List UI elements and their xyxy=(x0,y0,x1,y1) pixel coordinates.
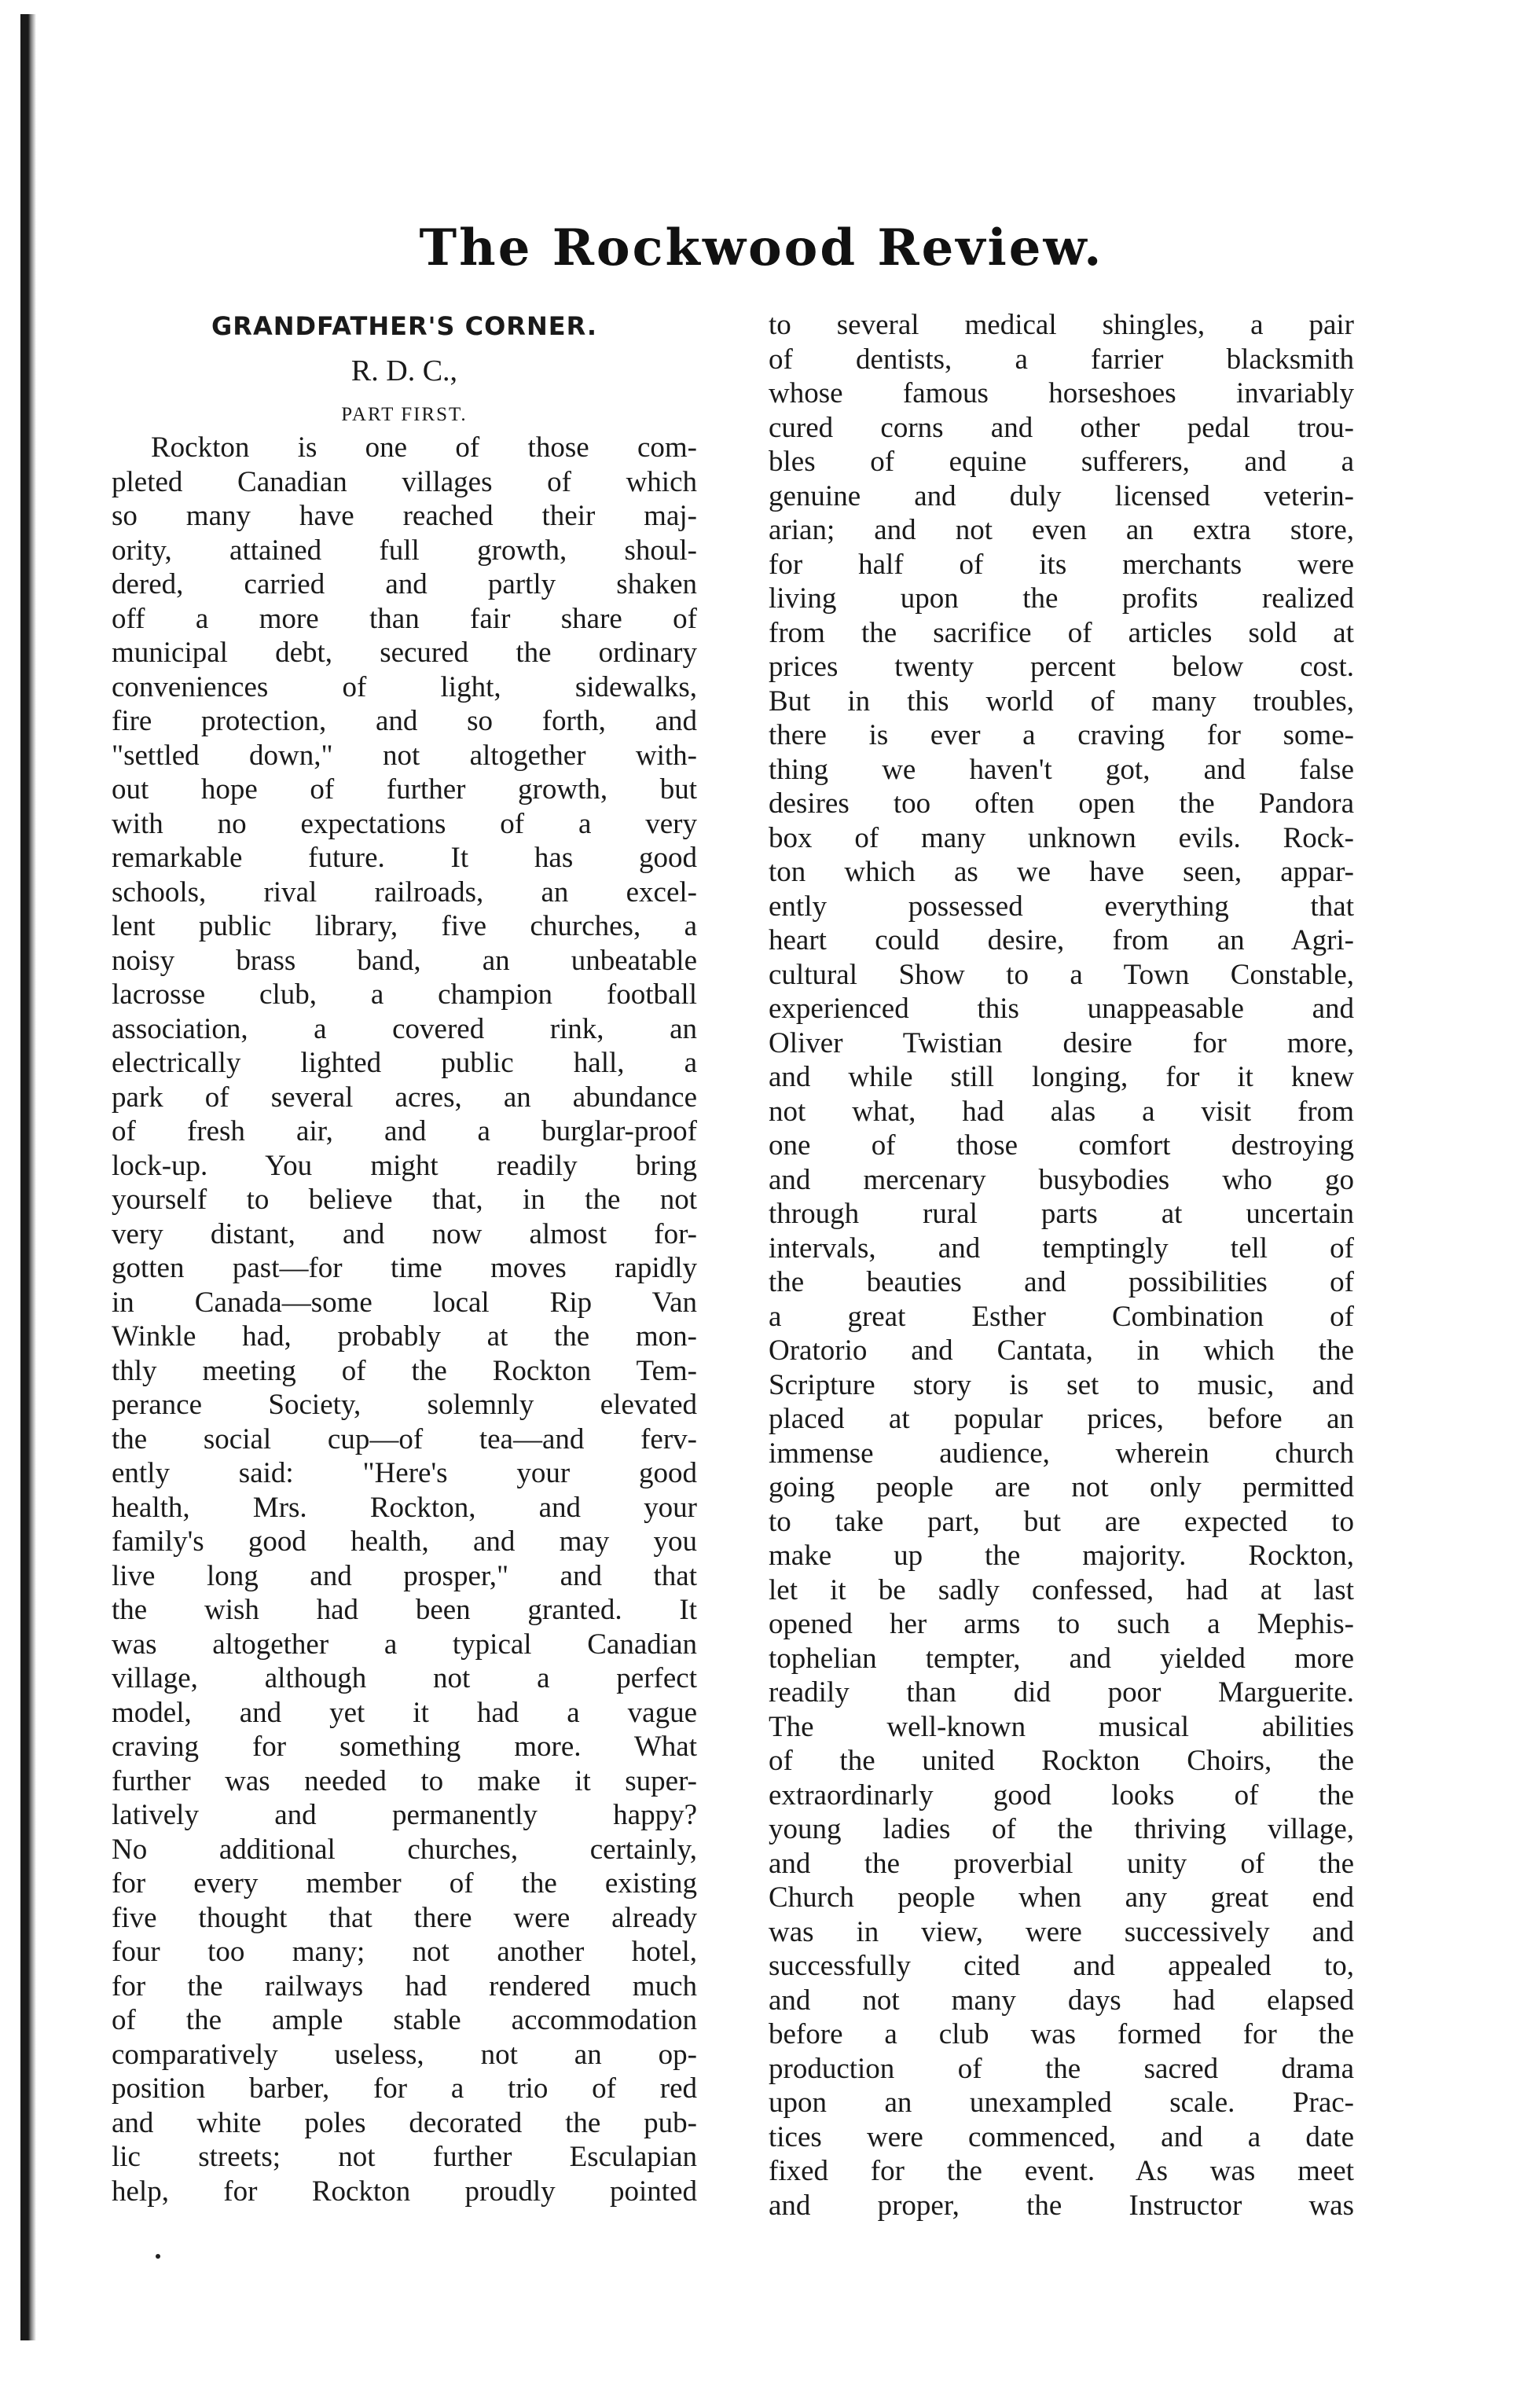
text-line: noisy brass band, an unbeatable xyxy=(112,944,697,977)
text-line: arian; and not even an extra store, xyxy=(769,514,1354,546)
text-line: ently said: "Here's your good xyxy=(112,1457,697,1489)
text-line: desires too often open the Pandora xyxy=(769,787,1354,820)
text-line: of dentists, a farrier blacksmith xyxy=(769,343,1354,376)
text-line: thly meeting of the Rockton Tem- xyxy=(112,1354,697,1387)
text-line: for every member of the existing xyxy=(112,1867,697,1900)
text-line: ority, attained full growth, shoul- xyxy=(112,534,697,567)
text-line: and while still longing, for it knew xyxy=(769,1061,1354,1093)
text-line: lock-up. You might readily bring xyxy=(112,1149,697,1182)
text-line: thing we haven't got, and false xyxy=(769,753,1354,786)
text-line: genuine and duly licensed veterin- xyxy=(769,479,1354,512)
text-line: the beauties and possibilities of xyxy=(769,1266,1354,1298)
text-line: four too many; not another hotel, xyxy=(112,1936,697,1968)
text-line: live long and prosper," and that xyxy=(112,1559,697,1592)
text-line: position barber, for a trio of red xyxy=(112,2072,697,2105)
text-line: before a club was formed for the xyxy=(769,2018,1354,2050)
right-column-text xyxy=(769,308,1354,2223)
text-line: help, for Rockton proudly pointed xyxy=(112,2175,697,2208)
text-line: schools, rival railroads, an excel- xyxy=(112,875,697,909)
text-line: and mercenary busybodies who go xyxy=(769,1163,1354,1196)
article-part-label: PART FIRST. xyxy=(341,404,468,425)
text-line: with no expectations of a very xyxy=(112,807,697,840)
text-line: living upon the profits realized xyxy=(769,582,1354,615)
text-line: for half of its merchants were xyxy=(769,548,1354,581)
text-line: lic streets; not further Esculapian xyxy=(112,2141,697,2173)
text-line: tophelian tempter, and yielded more xyxy=(769,1642,1354,1675)
text-line: yourself to believe that, in the not xyxy=(112,1184,697,1216)
text-line: off a more than fair share of xyxy=(112,602,697,635)
text-line: prices twenty percent below cost. xyxy=(769,651,1354,683)
text-line: health, Mrs. Rockton, and your xyxy=(112,1491,697,1524)
text-line: extraordinarly good looks of the xyxy=(769,1778,1354,1812)
text-line: in Canada—some local Rip Van xyxy=(112,1286,697,1319)
text-line: one of those comfort destroying xyxy=(769,1129,1354,1162)
text-line: craving for something more. What xyxy=(112,1731,697,1763)
text-line: gotten past—for time moves rapidly xyxy=(112,1252,697,1284)
text-line: lacrosse club, a champion football xyxy=(112,978,697,1011)
text-line: five thought that there were already xyxy=(112,1901,697,1934)
text-line: and not many days had elapsed xyxy=(769,1984,1354,2017)
masthead-title: The Rockwood Review. xyxy=(419,218,1104,277)
text-line: immense audience, wherein church xyxy=(769,1437,1354,1470)
text-line: cultural Show to a Town Constable, xyxy=(769,958,1354,991)
text-line: tices were commenced, and a date xyxy=(769,2120,1354,2153)
text-line: whose famous horseshoes invariably xyxy=(769,377,1354,409)
text-line: out hope of further growth, but xyxy=(112,773,697,806)
text-line: the wish had been granted. It xyxy=(112,1594,697,1626)
text-line: young ladies of the thriving village, xyxy=(769,1813,1354,1845)
text-line: upon an unexampled scale. Prac- xyxy=(769,2087,1354,2119)
article-title: GRANDFATHER'S CORNER. xyxy=(211,311,597,341)
text-line: The well-known musical abilities xyxy=(769,1710,1354,1743)
text-line: latively and permanently happy? xyxy=(112,1799,697,1831)
text-line: family's good health, and may you xyxy=(112,1525,697,1558)
text-line: But in this world of many troubles, xyxy=(769,685,1354,718)
text-line: not what, had alas a visit from xyxy=(769,1095,1354,1128)
page-binding-edge xyxy=(20,14,36,2340)
text-line: opened her arms to such a Mephis- xyxy=(769,1608,1354,1640)
text-line: make up the majority. Rockton, xyxy=(769,1540,1354,1572)
text-line: of the ample stable accommodation xyxy=(112,2004,697,2036)
text-line: Oratorio and Cantata, in which the xyxy=(769,1334,1354,1367)
text-line: of the united Rockton Choirs, the xyxy=(769,1745,1354,1777)
text-line: of fresh air, and a burglar-proof xyxy=(112,1115,697,1147)
text-line: very distant, and now almost for- xyxy=(112,1217,697,1250)
text-line: Winkle had, probably at the mon- xyxy=(112,1320,697,1353)
text-line: and the proverbial unity of the xyxy=(769,1847,1354,1880)
text-line: production of the sacred drama xyxy=(769,2052,1354,2085)
text-line: association, a covered rink, an xyxy=(112,1012,697,1045)
text-line: Rockton is one of those com- xyxy=(151,431,697,464)
left-column-text xyxy=(112,431,697,2208)
text-line: a great Esther Combination of xyxy=(769,1300,1354,1333)
text-line: Church people when any great end xyxy=(769,1881,1354,1914)
text-line: from the sacrifice of articles sold at xyxy=(769,616,1354,649)
text-line: dered, carried and partly shaken xyxy=(112,568,697,600)
text-line: cured corns and other pedal trou- xyxy=(769,411,1354,444)
text-line: for the railways had rendered much xyxy=(112,1969,697,2002)
text-line: ently possessed everything that xyxy=(769,890,1354,923)
text-line: and white poles decorated the pub- xyxy=(112,2106,697,2139)
text-line: pleted Canadian villages of which xyxy=(112,465,697,498)
text-line: No additional churches, certainly, xyxy=(112,1833,697,1866)
text-line: lent public library, five churches, a xyxy=(112,910,697,942)
text-line: fire protection, and so forth, and xyxy=(112,705,697,737)
text-line: to take part, but are expected to xyxy=(769,1505,1354,1538)
text-line: remarkable future. It has good xyxy=(112,842,697,874)
text-line: further was needed to make it super- xyxy=(112,1764,697,1797)
text-line: experienced this unappeasable and xyxy=(769,993,1354,1025)
text-line: electrically lighted public hall, a xyxy=(112,1047,697,1079)
text-line: fixed for the event. As was meet xyxy=(769,2155,1354,2187)
right-column xyxy=(769,308,1354,2223)
text-line: ton which as we have seen, appar- xyxy=(769,856,1354,888)
text-line: Scripture story is set to music, and xyxy=(769,1368,1354,1401)
left-column xyxy=(112,308,697,2208)
print-speck xyxy=(156,2254,160,2259)
text-line: box of many unknown evils. Rock- xyxy=(769,821,1354,854)
text-line: bles of equine sufferers, and a xyxy=(769,446,1354,478)
text-line: was in view, were successively and xyxy=(769,1915,1354,1948)
text-line: let it be sadly confessed, had at last xyxy=(769,1573,1354,1606)
text-line: was altogether a typical Canadian xyxy=(112,1628,697,1661)
text-line: comparatively useless, not an op- xyxy=(112,2038,697,2071)
text-line: Oliver Twistian desire for more, xyxy=(769,1026,1354,1059)
text-line: "settled down," not altogether with- xyxy=(112,739,697,772)
text-line: there is ever a craving for some- xyxy=(769,719,1354,751)
text-line: municipal debt, secured the ordinary xyxy=(112,637,697,669)
text-line: village, although not a perfect xyxy=(112,1662,697,1694)
text-line: to several medical shingles, a pair xyxy=(769,309,1354,341)
text-line: through rural parts at uncertain xyxy=(769,1198,1354,1230)
text-line: perance Society, solemnly elevated xyxy=(112,1389,697,1421)
text-line: placed at popular prices, before an xyxy=(769,1403,1354,1435)
article-byline: R. D. C., xyxy=(350,354,458,387)
text-line: going people are not only permitted xyxy=(769,1471,1354,1503)
text-line: model, and yet it had a vague xyxy=(112,1696,697,1729)
text-line: readily than did poor Marguerite. xyxy=(769,1676,1354,1709)
text-line: successfully cited and appealed to, xyxy=(769,1950,1354,1982)
text-line: conveniences of light, sidewalks, xyxy=(112,670,697,703)
text-line: so many have reached their maj- xyxy=(112,500,697,532)
text-line: heart could desire, from an Agri- xyxy=(769,924,1354,956)
text-line: the social cup—of tea—and ferv- xyxy=(112,1422,697,1455)
text-line: park of several acres, an abundance xyxy=(112,1081,697,1114)
text-line: and proper, the Instructor was xyxy=(769,2189,1354,2222)
text-line: intervals, and temptingly tell of xyxy=(769,1232,1354,1265)
